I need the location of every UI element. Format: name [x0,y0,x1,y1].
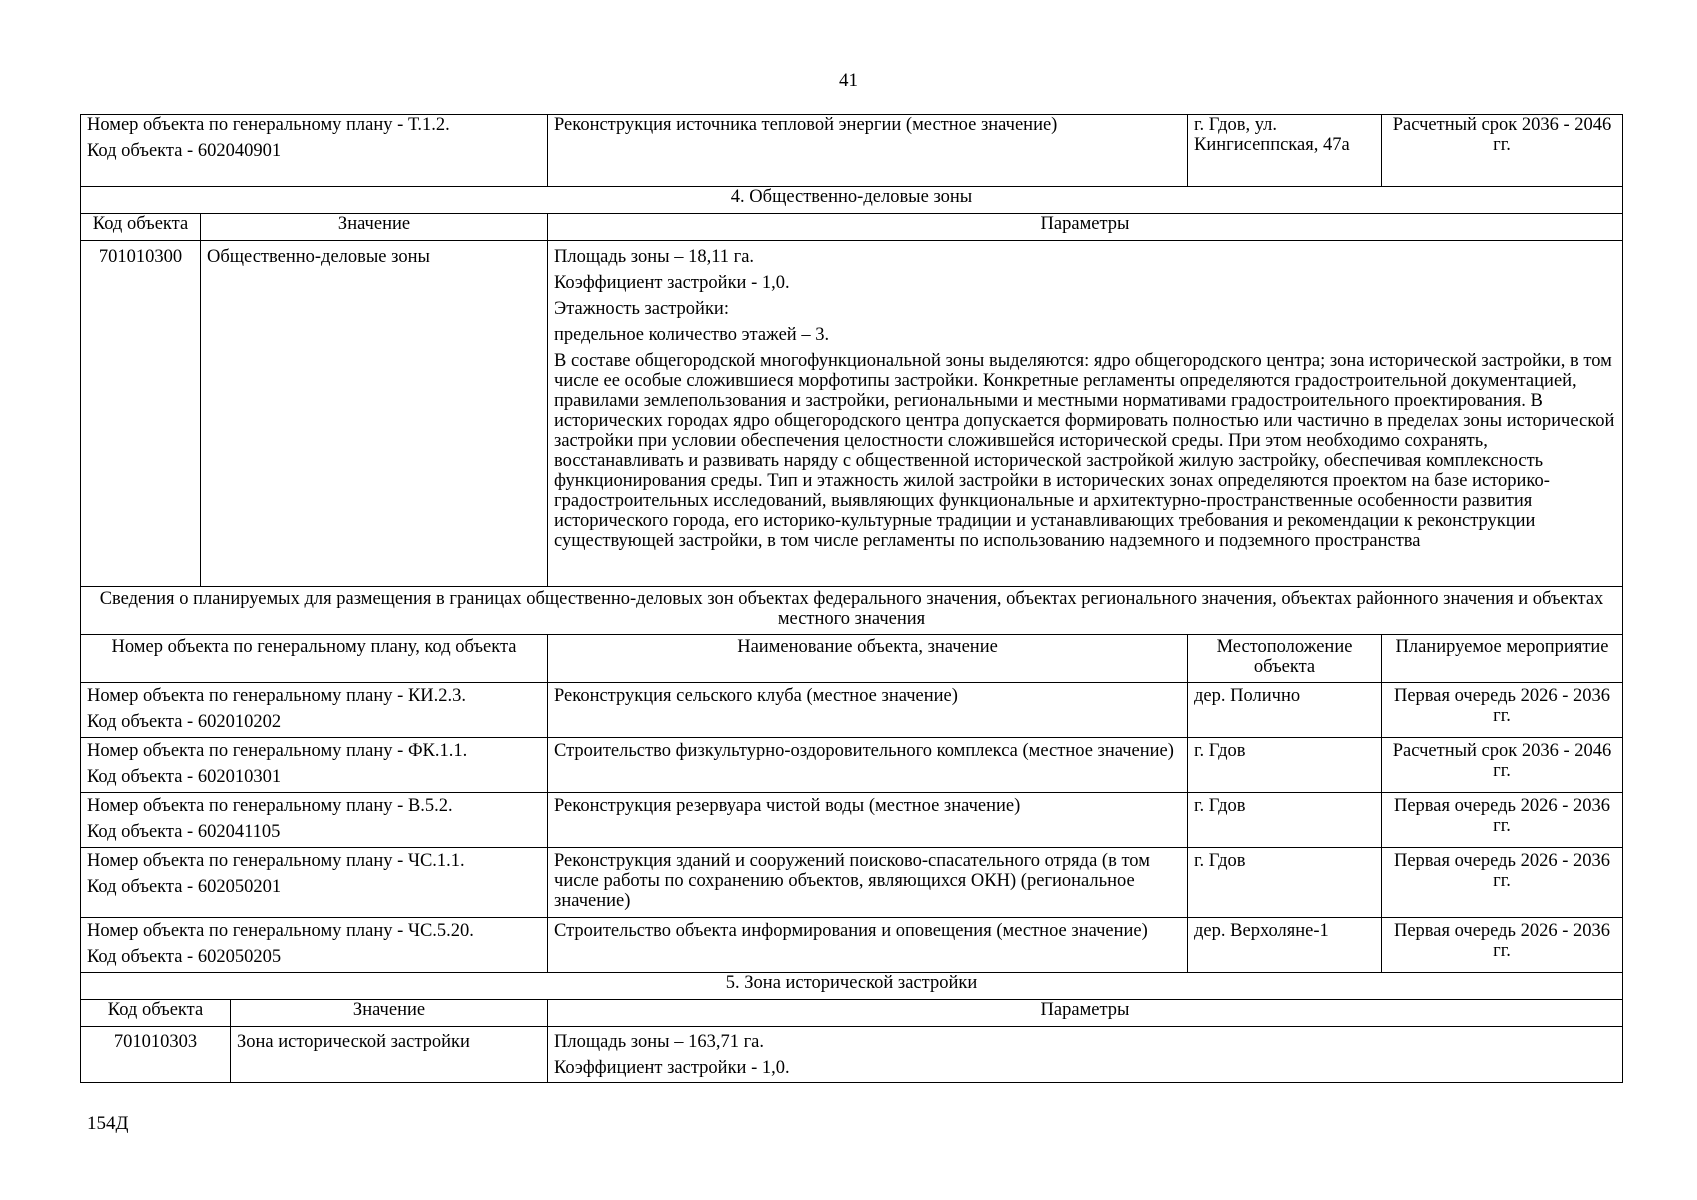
table-row [81,241,1623,587]
header-code: Код объекта [81,1000,231,1027]
table-row [81,848,1623,918]
table-header-row [81,635,1623,683]
header-location: Местоположение объекта [1188,635,1382,683]
table-row [81,115,1623,187]
object-code: Код объекта - 602050201 [87,877,282,897]
table-header-row [81,214,1623,241]
object-name: Реконструкция зданий и сооружений поисково-спасательного отряда (в том числе работы по сохранению объектов, являющихся ОКН) (региональное значение) [548,848,1188,918]
object-action: Первая очередь 2026 - 2036 гг. [1382,793,1623,848]
object-location: дер. Верхоляне-1 [1188,918,1382,973]
planned-title: Сведения о планируемых для размещения в границах общественно-деловых зон объектах федерального значения, объектах регионального значения, объектах районного значения и объектах местного значения [81,587,1623,635]
table-row [81,738,1623,793]
object-action: Первая очередь 2026 - 2036 гг. [1382,683,1623,738]
header-value: Значение [231,1000,548,1027]
zone-params [548,1027,1623,1083]
object-name: Строительство физкультурно-оздоровительного комплекса (местное значение) [548,738,1188,793]
footer-code: 154Д [87,1113,129,1134]
object-term: Расчетный срок 2036 - 2046 гг. [1382,115,1623,187]
table-row [81,683,1623,738]
page-number: 41 [839,70,858,91]
object-number: Номер объекта по генеральному плану - ЧС.5.20. [87,921,474,941]
object-code: Код объекта - 602040901 [87,141,282,161]
header-value: Значение [201,214,548,241]
header-code: Код объекта [81,214,201,241]
zone-value: Общественно-деловые зоны [201,241,548,587]
header-params: Параметры [548,214,1623,241]
table-row [81,918,1623,973]
object-location: дер. Полично [1188,683,1382,738]
object-number: Номер объекта по генеральному плану - ЧС.1.1. [87,851,465,871]
object-location: г. Гдов [1188,793,1382,848]
object-location: г. Гдов [1188,738,1382,793]
zone-code: 701010303 [81,1027,231,1083]
header-name: Наименование объекта, значение [548,635,1188,683]
zone-code: 701010300 [81,241,201,587]
object-number: Номер объекта по генеральному плану - В.5.2. [87,796,453,816]
param-line: Коэффициент застройки - 1,0. [554,1058,790,1078]
object-number: Номер объекта по генеральному плану - КИ.2.3. [87,686,467,706]
section-title: 4. Общественно-деловые зоны [81,187,1623,214]
object-number: Номер объекта по генеральному плану - ФК.1.1. [87,741,468,761]
object-code: Код объекта - 602041105 [87,822,281,842]
object-code: Код объекта - 602050205 [87,947,282,967]
param-line: Площадь зоны – 163,71 га. [554,1032,764,1052]
zone-params [548,241,1623,587]
param-line: Этажность застройки: [554,299,729,319]
object-number: Номер объекта по генеральному плану - Т.1.2. [87,115,450,135]
table-row [81,793,1623,848]
document-table [80,114,1622,1083]
object-action: Первая очередь 2026 - 2036 гг. [1382,918,1623,973]
object-name: Реконструкция сельского клуба (местное значение) [548,683,1188,738]
object-action: Первая очередь 2026 - 2036 гг. [1382,848,1623,918]
table-header-row [81,1000,1623,1027]
object-number-cell [81,115,548,187]
table-row [81,1027,1623,1083]
param-line: предельное количество этажей – 3. [554,325,830,345]
object-code: Код объекта - 602010202 [87,712,282,732]
object-location: г. Гдов, ул. Кингисеппская, 47а [1188,115,1382,187]
object-code: Код объекта - 602010301 [87,767,282,787]
object-location: г. Гдов [1188,848,1382,918]
header-params: Параметры [548,1000,1623,1027]
object-name: Реконструкция резервуара чистой воды (местное значение) [548,793,1188,848]
section-title: 5. Зона исторической застройки [81,973,1623,1000]
object-action: Расчетный срок 2036 - 2046 гг. [1382,738,1623,793]
object-name: Строительство объекта информирования и оповещения (местное значение) [548,918,1188,973]
header-action: Планируемое мероприятие [1382,635,1623,683]
header-number: Номер объекта по генеральному плану, код объекта [81,635,548,683]
param-line: Коэффициент застройки - 1,0. [554,273,790,293]
param-line: Площадь зоны – 18,11 га. [554,247,755,267]
param-paragraph: В составе общегородской многофункциональной зоны выделяются: ядро общегородского центра; зона исторической застройки, в том числе ее особые сложившиеся морфотипы застройки. Конкретные регламенты определяются градостроительной документацией, правилами землепользования и застройки, региональными и местными нормативами градостроительного проектирования. В исторических городах ядро общегородского центра допускается формировать полностью или частично в пределах зоны исторической застройки при условии обеспечения целостности сложившейся исторической среды. При этом необходимо сохранять, восстанавливать и развивать наряду с общественной исторической застройкой жилую застройку, обеспечивая комплексность функционирования среды. Тип и этажность жилой застройки в исторических зонах определяются проектом на базе историко-градостроительных исследований, выявляющих функциональные и архитектурно-пространственные особенности развития исторического города, его историко-культурные традиции и устанавливающих требования и рекомендации к реконструкции существующей застройки, в том числе регламенты по использованию надземного и подземного пространства [554,351,1615,551]
zone-value: Зона исторической застройки [231,1027,548,1083]
object-name: Реконструкция источника тепловой энергии (местное значение) [548,115,1188,187]
